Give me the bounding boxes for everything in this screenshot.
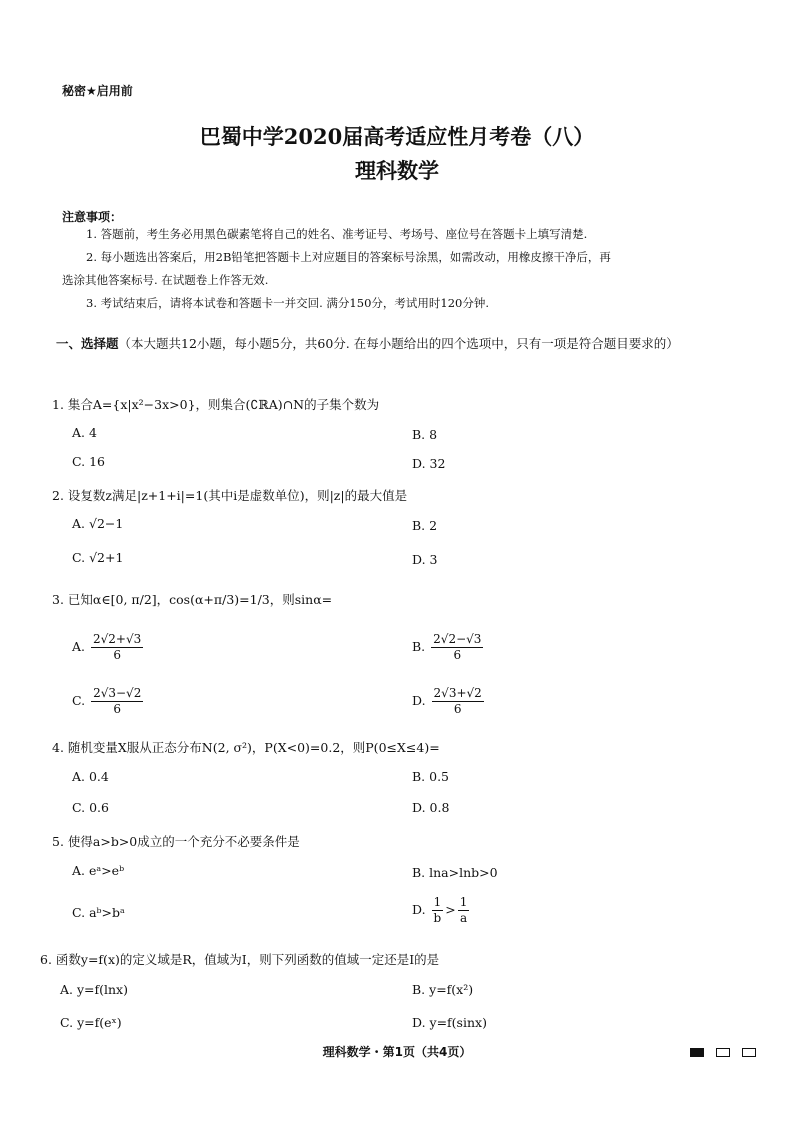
question-6-option-c: C. y=f(eˣ) [60, 1015, 122, 1030]
question-5-option-b: B. lna>lnb>0 [412, 865, 498, 880]
question-3-stem-end: ，cos(α+π/3)=1/3，则sinα= [156, 592, 333, 607]
question-1-option-a: A. 4 [72, 425, 97, 440]
denominator: 6 [113, 648, 121, 662]
question-6-option-b: B. y=f(x²) [412, 982, 474, 997]
question-3-interval: [0, π/2] [110, 592, 157, 607]
fraction [432, 686, 484, 717]
fraction [458, 895, 470, 926]
section-heading [56, 330, 746, 357]
question-1-option-c: C. 16 [72, 454, 105, 469]
fraction [432, 895, 444, 926]
fraction [431, 632, 483, 663]
confidential-header: 秘密★启用前 [62, 84, 133, 98]
denominator: a [459, 911, 468, 925]
fraction [91, 686, 143, 717]
question-2-option-c: C. √2+1 [72, 550, 124, 565]
question-5-option-a: A. eᵃ>eᵇ [72, 863, 125, 878]
page-indicator [690, 1042, 768, 1061]
question-2-option-d: D. 3 [412, 552, 438, 567]
option-label: B. [412, 639, 426, 654]
question-3-option-c [72, 686, 145, 717]
exam-title: 巴蜀中学2020届高考适应性月考卷（八） [199, 124, 595, 149]
question-4-option-d: D. 0.8 [412, 800, 450, 815]
numerator: 1 [459, 895, 468, 909]
page-mark-filled [690, 1048, 704, 1057]
question-6-option-d: D. y=f(sinx) [412, 1015, 487, 1030]
option-label: C. [72, 693, 86, 708]
numerator: 2√2−√3 [433, 632, 482, 646]
denominator: 6 [453, 648, 462, 662]
page-footer: 理科数学・第1页（共4页） [322, 1045, 472, 1059]
denominator: 6 [113, 702, 122, 716]
option-label: D. [412, 902, 426, 917]
question-6-option-a: A. y=f(lnx) [60, 982, 128, 997]
option-label: A. [72, 639, 86, 654]
question-6-stem: 6. 函数y=f(x)的定义域是R，值域为I，则下列函数的值域一定还是I的是 [40, 952, 440, 967]
question-3-option-b [412, 632, 485, 663]
numerator: 2√3−√2 [93, 686, 142, 700]
question-1-option-d: D. 32 [412, 456, 446, 471]
section-label: 一、选择题 [56, 336, 119, 351]
question-2-option-b: B. 2 [412, 518, 438, 533]
question-1-option-b: B. 8 [412, 427, 438, 442]
question-3-stem-start: 3. 已知α∈ [52, 592, 111, 607]
question-3-option-d [412, 686, 486, 717]
question-5-option-c: C. aᵇ>bᵃ [72, 905, 125, 920]
question-4-option-a: A. 0.4 [72, 769, 109, 784]
option-label: D. [412, 693, 426, 708]
question-4-stem: 4. 随机变量X服从正态分布N(2, σ²)，P(X<0)=0.2，则P(0≤X≤4)= [52, 740, 440, 755]
fraction [91, 632, 143, 663]
notes-heading: 注意事项： [62, 210, 123, 224]
question-1-stem: 1. 集合A={x|x²−3x>0}，则集合(∁ℝA)∩N的子集个数为 [52, 397, 380, 412]
numerator: 2√3+√2 [433, 686, 482, 700]
denominator: b [433, 911, 442, 925]
exam-subject: 理科数学 [355, 158, 439, 183]
note-3: 3. 考试结束后，请将本试卷和答题卡一并交回. 满分150分，考试用时120分钟. [86, 296, 489, 310]
page-mark-empty [716, 1048, 730, 1057]
numerator: 1 [432, 895, 444, 911]
numerator: 2√2+√3 [93, 632, 142, 646]
question-4-option-b: B. 0.5 [412, 769, 450, 784]
question-2-option-a: A. √2−1 [72, 516, 124, 531]
question-5-stem: 5. 使得a>b>0成立的一个充分不必要条件是 [52, 834, 300, 849]
question-4-option-c: C. 0.6 [72, 800, 109, 815]
note-1: 1. 答题前，考生务必用黑色碳素笔将自己的姓名、准考证号、考场号、座位号在答题卡上填写清楚. [86, 227, 588, 241]
question-3-stem [52, 590, 332, 608]
section-desc: （本大题共12小题，每小题5分，共60分. 在每小题给出的四个选项中，只有一项是符合题目要求的） [118, 336, 679, 351]
page-mark-empty [742, 1048, 756, 1057]
denominator: 6 [453, 702, 462, 716]
question-5-option-d [412, 895, 471, 926]
question-2-stem: 2. 设复数z满足|z+1+i|=1(其中i是虚数单位)，则|z|的最大值是 [52, 488, 408, 503]
note-2: 2. 每小题选出答案后，用2B铅笔把答题卡上对应题目的答案标号涂黑，如需改动，用橡皮擦干净后，再 [86, 250, 611, 264]
comparison-operator: > [445, 902, 456, 917]
note-2-cont: 选涂其他答案标号. 在试题卷上作答无效. [62, 273, 269, 287]
question-3-option-a [72, 632, 145, 663]
